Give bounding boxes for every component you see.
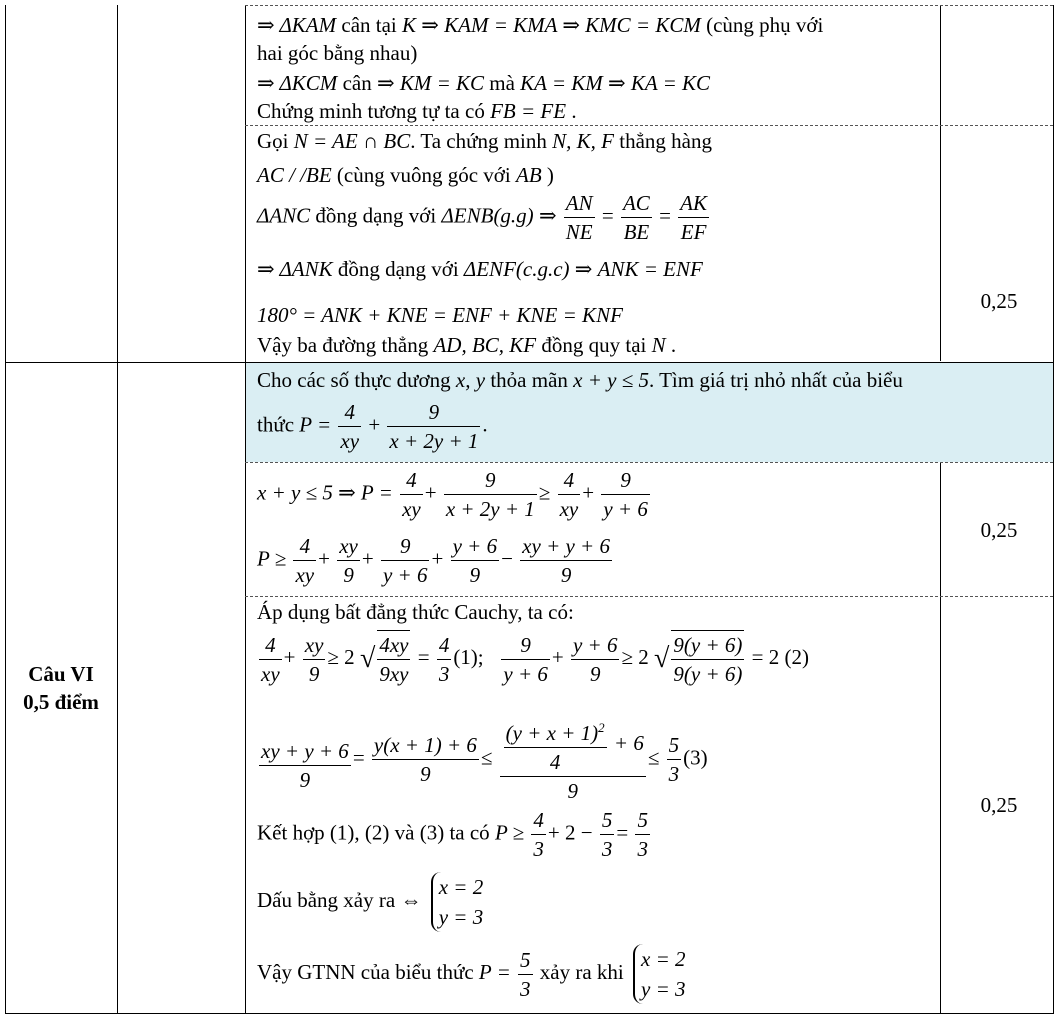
question-line: thức P = $\frac{4}{xy}$ + $\frac{9}{x + 2y + 1}$ .	[257, 400, 488, 453]
fraction: $\frac{4}{xy}$	[295, 534, 315, 587]
proof-line: ⇒ ΔKAM cân tại K ⇒ KAM = KMA ⇒ KMC = KCM (cùng phụ với	[257, 13, 824, 37]
solution-line: Kết hợp (1), (2) và (3) ta có P ≥ $\frac{4}{3}$ + 2 − $\frac{5}{3}$ = $\frac{5}{3}$	[257, 808, 648, 861]
sqrt-icon: √ $\frac{9(y + 6)}{9(y + 6)}$	[654, 630, 746, 688]
question-line: Cho các số thực dương x, y thỏa mãn x + y ≤ 5. Tìm giá trị nhỏ nhất của biểu	[257, 368, 903, 392]
fraction: $\frac{4}{3}$	[533, 808, 544, 861]
fraction: $\frac{9}{y + 6}$	[503, 632, 548, 686]
fraction: $\frac{9}{y + 6}$	[603, 468, 648, 521]
fraction: $\frac{xy + y + 6}{9}$	[522, 534, 610, 587]
fraction: $\frac{9}{x + 2y + 1}$	[389, 400, 479, 453]
fraction: $\frac{4}{3}$	[438, 632, 450, 686]
fraction: $\frac{(y + x + 1)^2}{4}$ + 6 9	[500, 714, 646, 805]
fraction: $\frac{5}{3}$	[668, 733, 680, 786]
fraction: $\frac{4}{xy}$	[402, 468, 421, 521]
border-col2	[117, 5, 118, 1014]
fraction: $\frac{AC}{BE}$	[622, 191, 650, 244]
proof-line: Chứng minh tương tự ta có FB = FE .	[257, 99, 577, 123]
solution-line: P ≥ $\frac{4}{xy}$ + $\frac{xy}{9}$ + $\frac{9}{y + 6}$ + $\frac{y + 6}{9}$ − $\frac{xy + y + 6}{9}$	[257, 534, 610, 587]
proof-line: Gọi N = AE ∩ BC. Ta chứng minh N, K, F thẳng hàng	[257, 129, 712, 153]
fraction: $\frac{9}{x + 2y + 1}$	[445, 468, 535, 521]
proof-line: ⇒ ΔKCM cân ⇒ KM = KC mà KA = KM ⇒ KA = KC	[257, 71, 711, 95]
fraction: $\frac{y(x + 1) + 6}{9}$	[373, 733, 477, 786]
solution-line: $\frac{xy + y + 6}{9}$ = $\frac{y(x + 1) + 6}{9}$ ≤ $\frac{(y + x + 1)^2}{4}$ + 6 9 ≤ $\frac{5}{3}$ (3)	[257, 714, 708, 805]
border-right	[1053, 5, 1054, 1014]
solution-line: Vậy GTNN của biểu thức P = $\frac{5}{3}$ xảy ra khi x = 2 y = 3	[257, 944, 686, 1004]
fraction: $\frac{4}{xy}$	[340, 400, 360, 453]
fraction: $\frac{y + 6}{9}$	[452, 534, 498, 587]
border-bottom	[5, 1013, 1053, 1014]
proof-line: 180° = ANK + KNE = ENF + KNE = KNF	[257, 303, 623, 327]
equation-system: x = 2 y = 3	[633, 944, 686, 1004]
solution-block-1	[245, 462, 940, 596]
proof-block-2	[245, 125, 940, 362]
fraction: $\frac{4}{xy}$	[559, 468, 579, 521]
question-text	[245, 362, 1053, 462]
proof-line: ⇒ ΔANK đồng dạng với ΔENF(c.g.c) ⇒ ANK = ENF	[257, 257, 703, 281]
proof-block-1	[245, 5, 940, 125]
solution-line: $\frac{4}{xy}$ + $\frac{xy}{9}$ ≥ 2 √ $\frac{4xy}{9xy}$ = $\frac{4}{3}$ (1); $\frac{9}{y + 6}$ + $\frac{y + 6}{9}$ ≥ 2 √ $\frac{9(y + 6)}{9(y + 6)}$ = 2 (2)	[257, 630, 809, 688]
fraction: $\frac{5}{3}$	[520, 947, 531, 1001]
border-left	[5, 5, 6, 1014]
fraction: $\frac{5}{3}$	[601, 808, 613, 861]
fraction: $\frac{4}{xy}$	[261, 632, 280, 686]
proof-line: hai góc bằng nhau)	[257, 41, 418, 65]
proof-line: Vậy ba đường thẳng AD, BC, KF đồng quy tại N .	[257, 333, 677, 357]
fraction: $\frac{5}{3}$	[637, 808, 648, 861]
solution-line: Dấu bằng xảy ra ⇔ x = 2 y = 3	[257, 872, 483, 932]
solution-block-2	[245, 596, 940, 1013]
proof-line: ΔANC đồng dạng với ΔENB(g.g) ⇒ $\frac{AN}{NE}$ = $\frac{AC}{BE}$ = $\frac{AK}{EF}$	[257, 191, 708, 244]
fraction: $\frac{xy}{9}$	[304, 632, 324, 686]
fraction: $\frac{xy}{9}$	[339, 534, 358, 587]
score-cell: 0,25	[980, 518, 1018, 542]
solution-line: Áp dụng bất đẳng thức Cauchy, ta có:	[257, 600, 574, 624]
fraction: $\frac{AN}{NE}$	[565, 191, 593, 244]
solution-line: x + y ≤ 5 ⇒ P = $\frac{4}{xy}$ + $\frac{9}{x + 2y + 1}$ ≥ $\frac{4}{xy}$ + $\frac{9}{y + 6}$	[257, 468, 648, 521]
question-label: Câu VI 0,5 điểm	[23, 662, 99, 714]
fraction: $\frac{9}{y + 6}$	[382, 534, 428, 587]
score-cell: 0,25	[980, 289, 1018, 313]
equation-system: x = 2 y = 3	[431, 872, 484, 932]
fraction: $\frac{y + 6}{9}$	[572, 632, 618, 686]
sqrt-icon: √ $\frac{4xy}{9xy}$	[360, 630, 413, 688]
fraction: $\frac{xy + y + 6}{9}$	[261, 739, 349, 792]
score-cell: 0,25	[980, 793, 1018, 817]
proof-line: AC / /BE (cùng vuông góc với AB )	[257, 163, 554, 187]
fraction: $\frac{AK}{EF}$	[680, 191, 708, 244]
border-col4-bottom	[940, 462, 941, 1014]
